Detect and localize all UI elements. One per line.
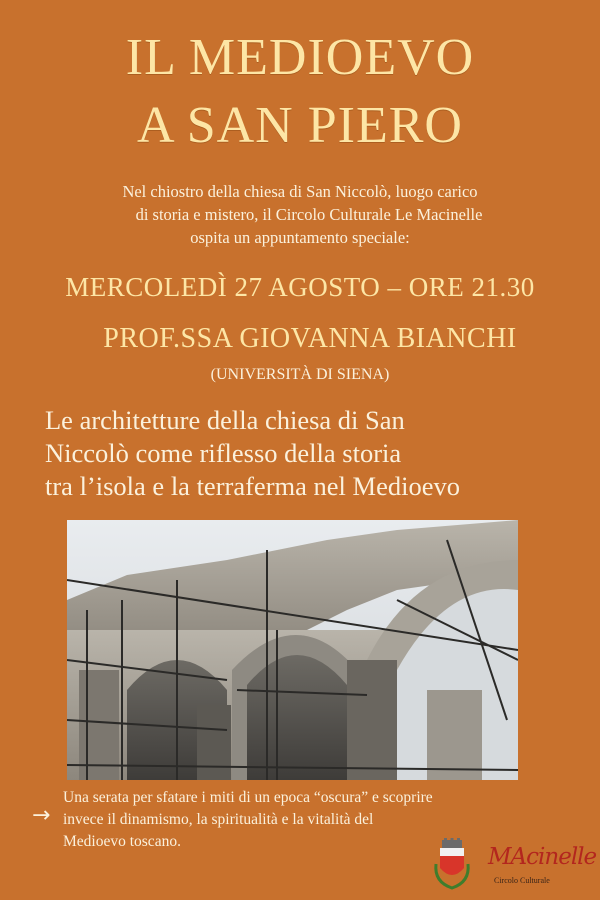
event-date-time: MERCOLEDÌ 27 AGOSTO – ORE 21.30 xyxy=(65,272,535,302)
talk-title-line: Niccolò come riflesso della storia xyxy=(45,438,402,468)
poster-title-line-1: IL MEDIOEVO xyxy=(125,29,475,86)
talk-title-line: tra l’isola e la terraferma nel Medioevo xyxy=(45,471,460,501)
le-macinelle-logo xyxy=(488,842,597,892)
speaker-affiliation: (UNIVERSITÀ DI SIENA) xyxy=(210,366,390,383)
arrow-right-icon: → xyxy=(32,803,51,828)
intro-line: di storia e mistero, il Circolo Culturale Le Macinelle xyxy=(135,205,483,224)
talk-title-line: Le architetture della chiesa di San xyxy=(45,405,405,435)
speaker-name: PROF.SSA GIOVANNA BIANCHI xyxy=(103,323,517,354)
intro-line: ospita un appuntamento speciale: xyxy=(190,228,410,247)
church-ruins-photo xyxy=(67,520,518,780)
poster-title-line-2: A SAN PIERO xyxy=(137,97,463,154)
church-ruins-illustration xyxy=(67,520,518,780)
intro-line: Nel chiostro della chiesa di San Niccolò, luogo carico xyxy=(122,182,478,201)
logo-wordmark: MAcinelle xyxy=(488,844,597,870)
talk-title xyxy=(45,404,575,503)
closing-line: Una serata per sfatare i miti di un epoca “oscura” e scoprire xyxy=(63,789,433,806)
logo-subtitle: Circolo Culturale xyxy=(494,876,550,885)
closing-line: Medioevo toscano. xyxy=(63,833,181,850)
intro-paragraph xyxy=(40,180,560,249)
closing-line: invece il dinamismo, la spiritualità e la vitalità del xyxy=(63,811,374,828)
municipal-crest-icon xyxy=(432,838,472,890)
